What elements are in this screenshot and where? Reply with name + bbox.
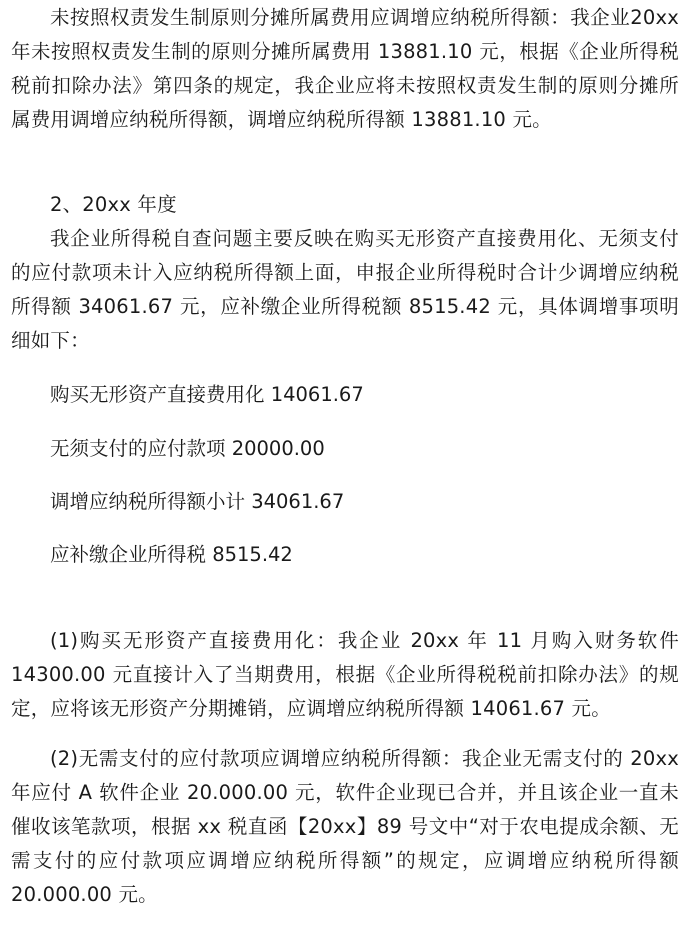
list-item-tax-payable: 应补缴企业所得税 8515.42 [50,543,293,566]
section-heading-year: 2、20xx 年度 [50,193,177,216]
list-item-adjustment-subtotal: 调增应纳税所得额小计 34061.67 [50,490,345,513]
paragraph-self-inspection-summary: 我企业所得税自查问题主要反映在购买无形资产直接费用化、无须支付的应付款项未计入应纳税所得额上面，申报企业所得税时合计少调增应纳税所得额 34061.67 元，应补缴企业所得税额 8515.42 元，具体调增事项明细如下： [11,227,679,352]
paragraph-item-2-detail: (2)无需支付的应付款项应调增应纳税所得额：我企业无需支付的 20xx 年应付 A 软件企业 20.000.00 元，软件企业现已合并，并且该企业一直未催收该笔款项，根据 xx 税直函【20xx】89 号文中“对于农电提成余额、无需支付的应付款项应调增应纳税所得额”的规定，应调增应纳税所得额 20.000.00 元。 [11,747,679,906]
list-item-unpaid-payables: 无须支付的应付款项 20000.00 [50,437,325,460]
list-item-intangible-expense: 购买无形资产直接费用化 14061.67 [50,383,364,406]
paragraph-accrual-adjustment: 未按照权责发生制原则分摊所属费用应调增应纳税所得额：我企业20xx 年未按照权责发生制的原则分摊所属费用 13881.10 元，根据《企业所得税税前扣除办法》第四条的规定，我企业应将未按照权责发生制的原则分摊所属费用调增应纳税所得额，调增应纳税所得额 13881.10 元。 [11,6,679,131]
paragraph-item-1-detail: (1)购买无形资产直接费用化：我企业 20xx 年 11 月购入财务软件 14300.00 元直接计入了当期费用，根据《企业所得税税前扣除办法》的规定，应将该无形资产分期摊销，应调增应纳税所得额 14061.67 元。 [11,629,679,720]
